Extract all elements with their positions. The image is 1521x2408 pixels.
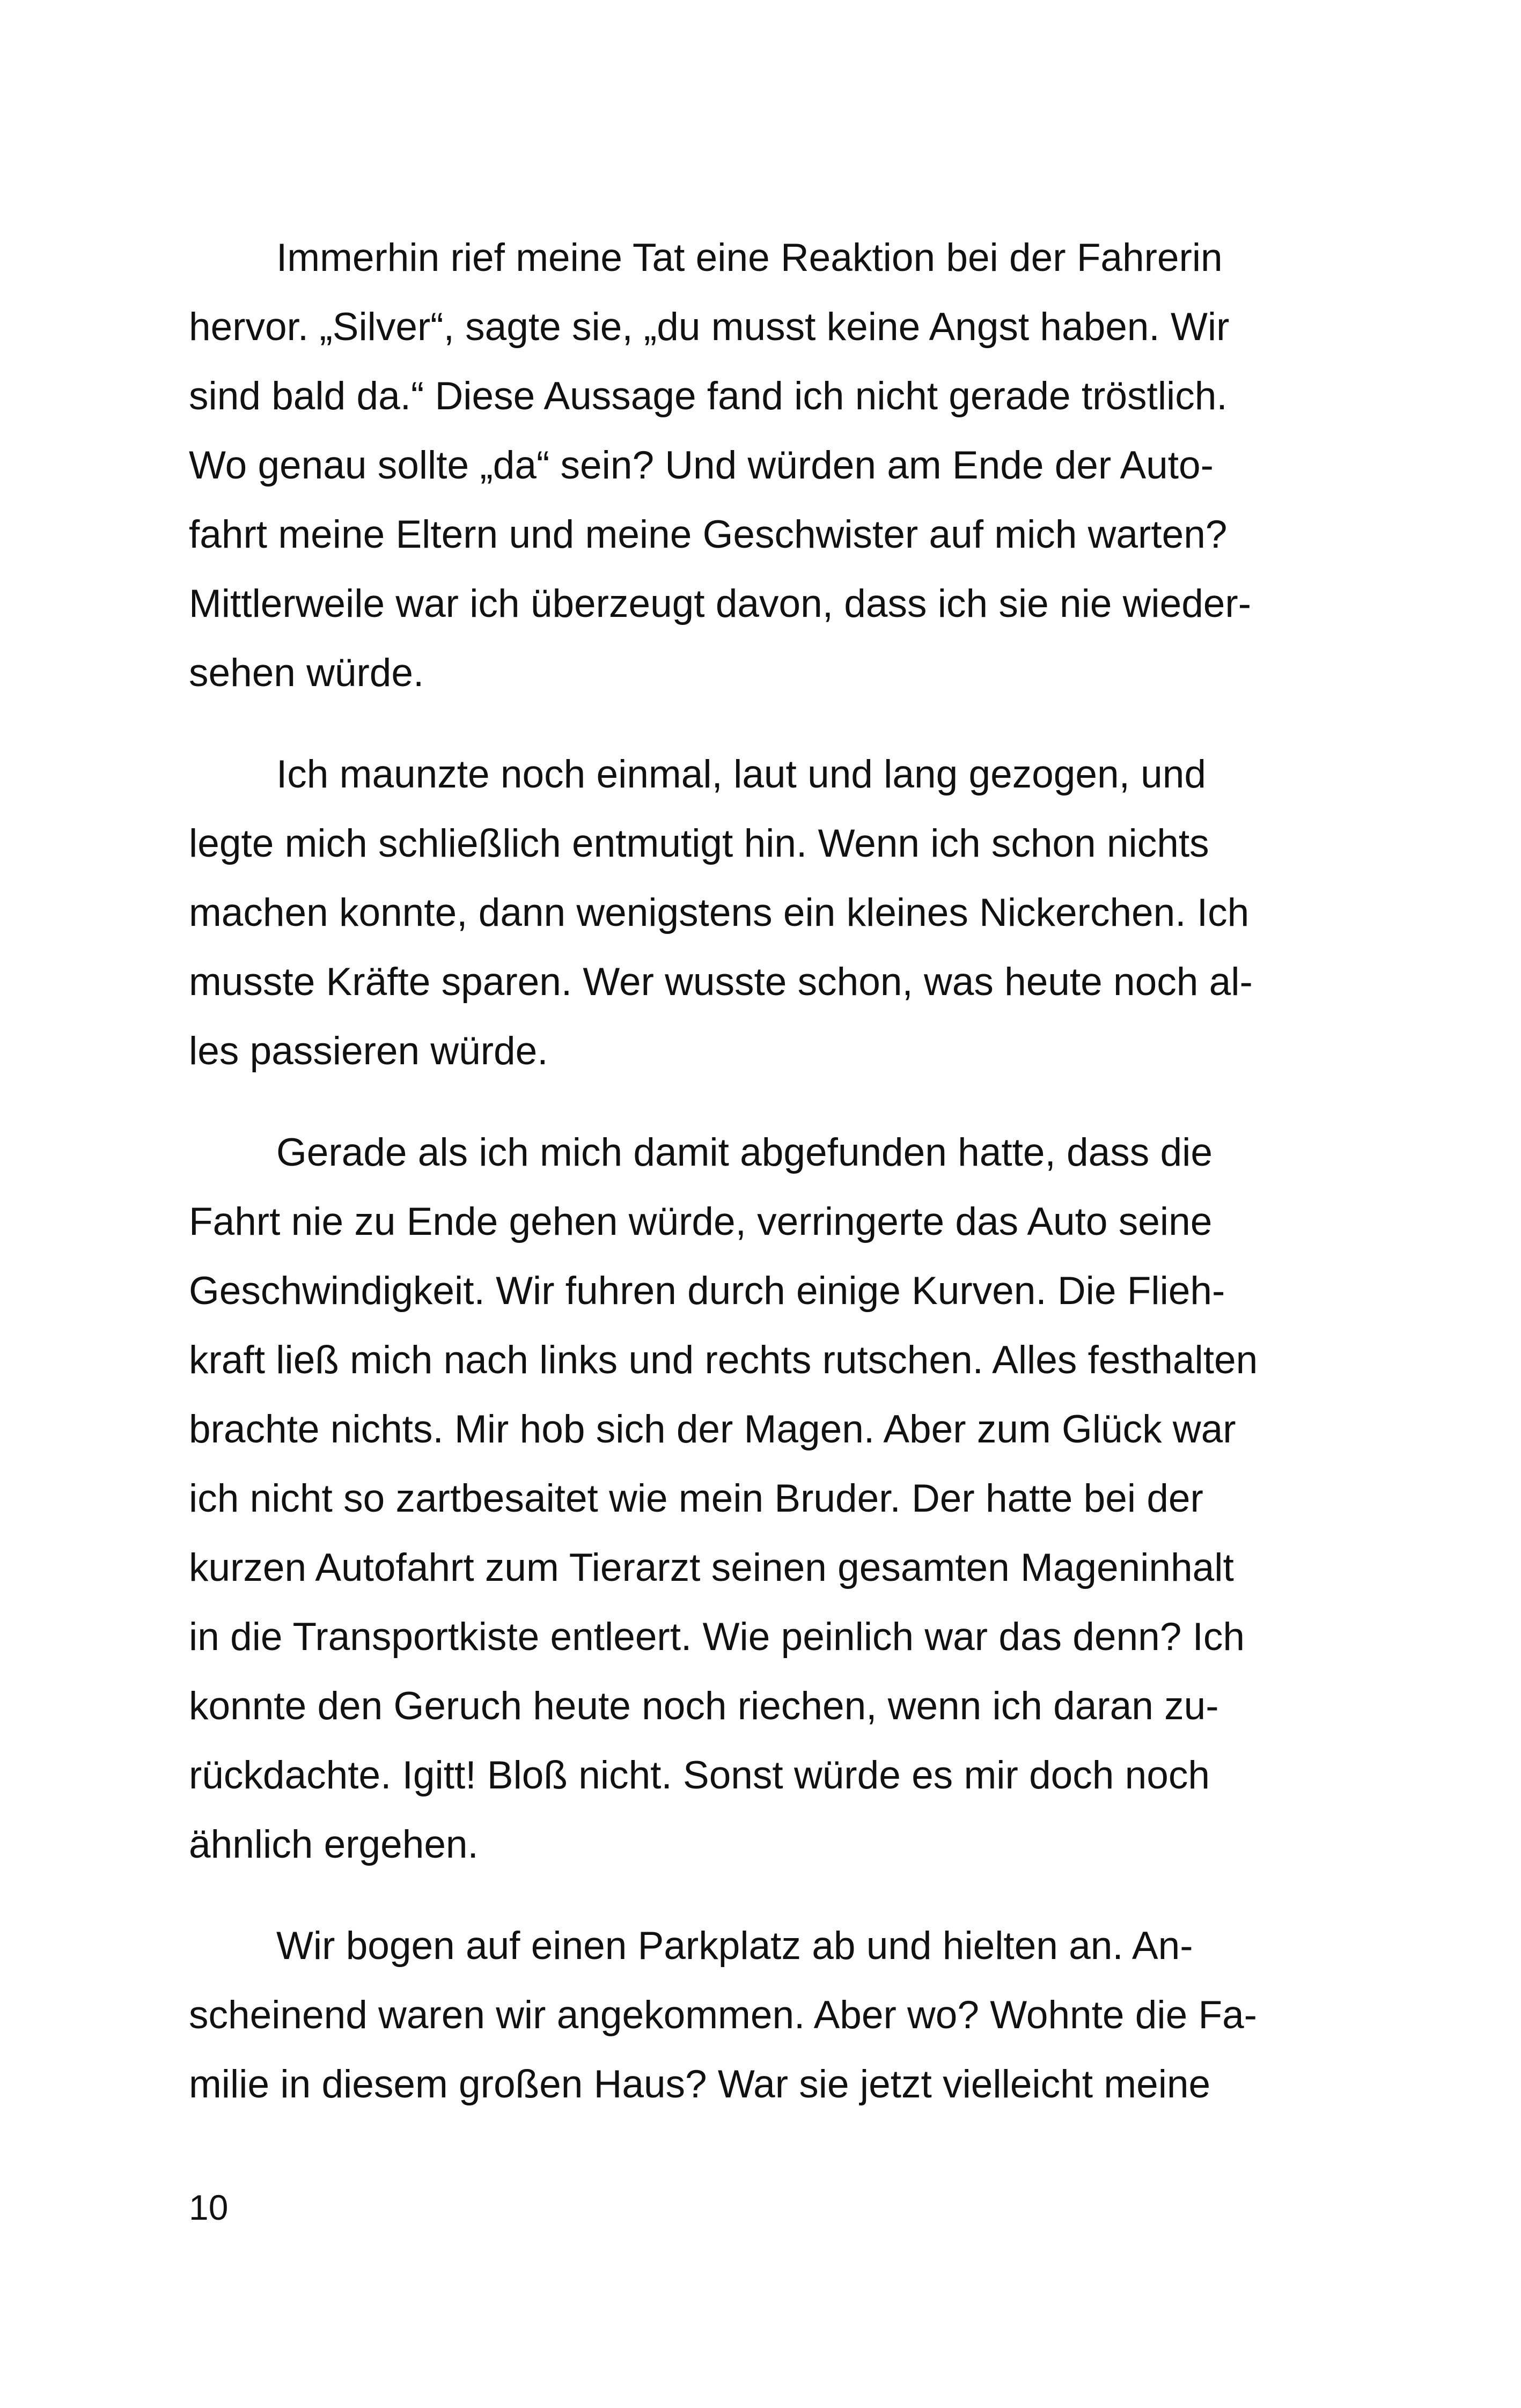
text-line: musste Kräfte sparen. Wer wusste schon, was heute noch al- xyxy=(189,960,1253,1004)
text-line: ich nicht so zartbesaitet wie mein Bruder. Der hatte bei der xyxy=(189,1477,1203,1520)
paragraph xyxy=(189,740,1289,1086)
text-line: Mittlerweile war ich überzeugt davon, dass ich sie nie wieder- xyxy=(189,582,1252,625)
text-line: kraft ließ mich nach links und rechts rutschen. Alles festhalten xyxy=(189,1338,1258,1382)
text-line: scheinend waren wir angekommen. Aber wo? Wohnte die Fa- xyxy=(189,1993,1257,2037)
text-line: machen konnte, dann wenigstens ein kleines Nickerchen. Ich xyxy=(189,891,1250,934)
text-line: legte mich schließlich entmutigt hin. Wenn ich schon nichts xyxy=(189,822,1209,865)
text-line: in die Transportkiste entleert. Wie peinlich war das denn? Ich xyxy=(189,1615,1245,1659)
text-line: Gerade als ich mich damit abgefunden hatte, dass die xyxy=(276,1131,1213,1174)
text-line: Wir bogen auf einen Parkplatz ab und hielten an. An- xyxy=(276,1924,1193,1968)
page-number: 10 xyxy=(189,2188,229,2227)
text-line: Immerhin rief meine Tat eine Reaktion bei der Fahrerin xyxy=(276,236,1223,279)
text-line: kurzen Autofahrt zum Tierarzt seinen gesamten Mageninhalt xyxy=(189,1546,1234,1589)
text-line: ähnlich ergehen. xyxy=(189,1823,479,1866)
paragraph-spacer xyxy=(189,1086,1289,1118)
paragraph-spacer xyxy=(189,1879,1289,1911)
paragraph xyxy=(189,223,1289,708)
paragraph xyxy=(189,1911,1289,2119)
text-line: fahrt meine Eltern und meine Geschwister auf mich warten? xyxy=(189,513,1228,556)
paragraph xyxy=(189,1118,1289,1879)
text-line: sehen würde. xyxy=(189,651,424,695)
text-line: Geschwindigkeit. Wir fuhren durch einige Kurven. Die Flieh- xyxy=(189,1269,1225,1313)
body-text xyxy=(189,223,1289,2119)
text-line: rückdachte. Igitt! Bloß nicht. Sonst würde es mir doch noch xyxy=(189,1754,1210,1797)
text-line: konnte den Geruch heute noch riechen, wenn ich daran zu- xyxy=(189,1684,1219,1728)
text-line: Fahrt nie zu Ende gehen würde, verringerte das Auto seine xyxy=(189,1200,1213,1243)
text-line: Ich maunzte noch einmal, laut und lang gezogen, und xyxy=(276,753,1206,796)
paragraph-spacer xyxy=(189,708,1289,740)
text-line: hervor. „Silver“, sagte sie, „du musst keine Angst haben. Wir xyxy=(189,305,1230,349)
text-line: sind bald da.“ Diese Aussage fand ich nicht gerade tröstlich. xyxy=(189,374,1228,418)
text-line: brachte nichts. Mir hob sich der Magen. Aber zum Glück war xyxy=(189,1408,1236,1451)
text-line: Wo genau sollte „da“ sein? Und würden am Ende der Auto- xyxy=(189,444,1214,487)
text-line: les passieren würde. xyxy=(189,1029,548,1073)
text-line: milie in diesem großen Haus? War sie jetzt vielleicht meine xyxy=(189,2063,1211,2106)
